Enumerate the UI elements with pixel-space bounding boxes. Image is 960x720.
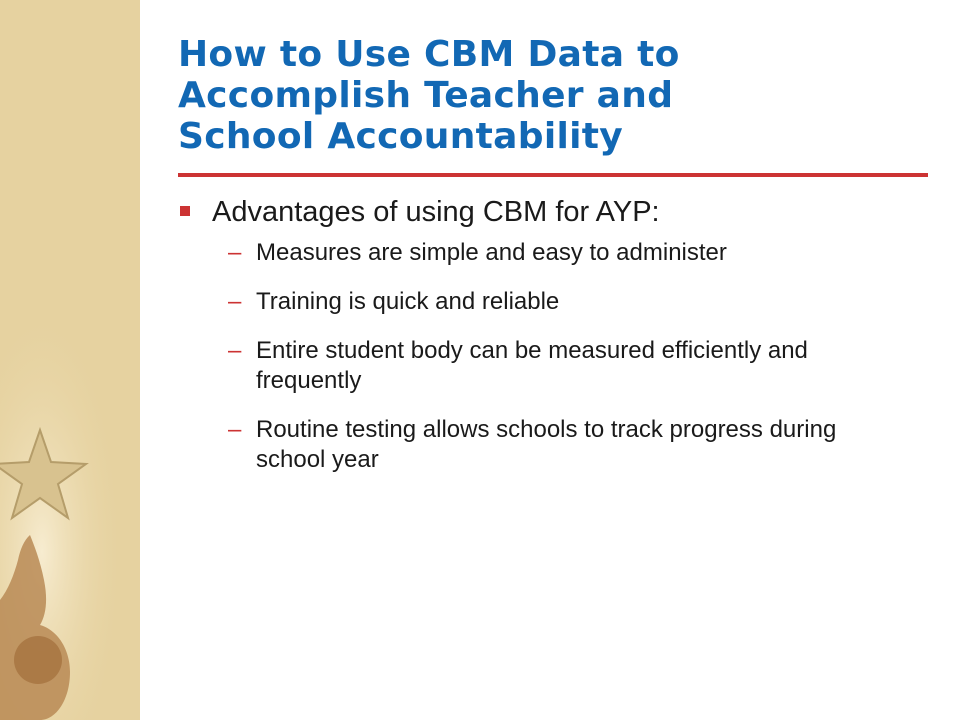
dash-marker: – [228,337,242,364]
sub-item-text: Entire student body can be measured efficiently and frequently [256,337,808,394]
star-child-illustration [0,0,140,720]
sub-item-text: Training is quick and reliable [256,288,560,315]
slide-body [180,192,920,494]
list-item [228,415,920,475]
square-bullet-icon [180,206,190,216]
decorative-sidebar [0,0,140,720]
title-line-1: How to Use CBM Data to [178,34,680,75]
child-head [14,636,62,684]
title-divider [178,173,928,177]
list-item [228,287,920,317]
sub-item-text: Measures are simple and easy to administer [256,239,727,266]
title-line-2: Accomplish Teacher and [178,75,674,116]
main-bullet [180,192,920,232]
slide-title [178,34,938,157]
dash-marker: – [228,239,242,266]
list-item [228,238,920,268]
main-bullet-text: Advantages of using CBM for AYP: [212,196,660,228]
title-line-3: School Accountability [178,116,624,157]
dash-marker: – [228,416,242,443]
sub-bullet-list [228,238,920,475]
list-item [228,336,920,396]
sub-item-text: Routine testing allows schools to track progress during school year [256,416,837,473]
dash-marker: – [228,288,242,315]
